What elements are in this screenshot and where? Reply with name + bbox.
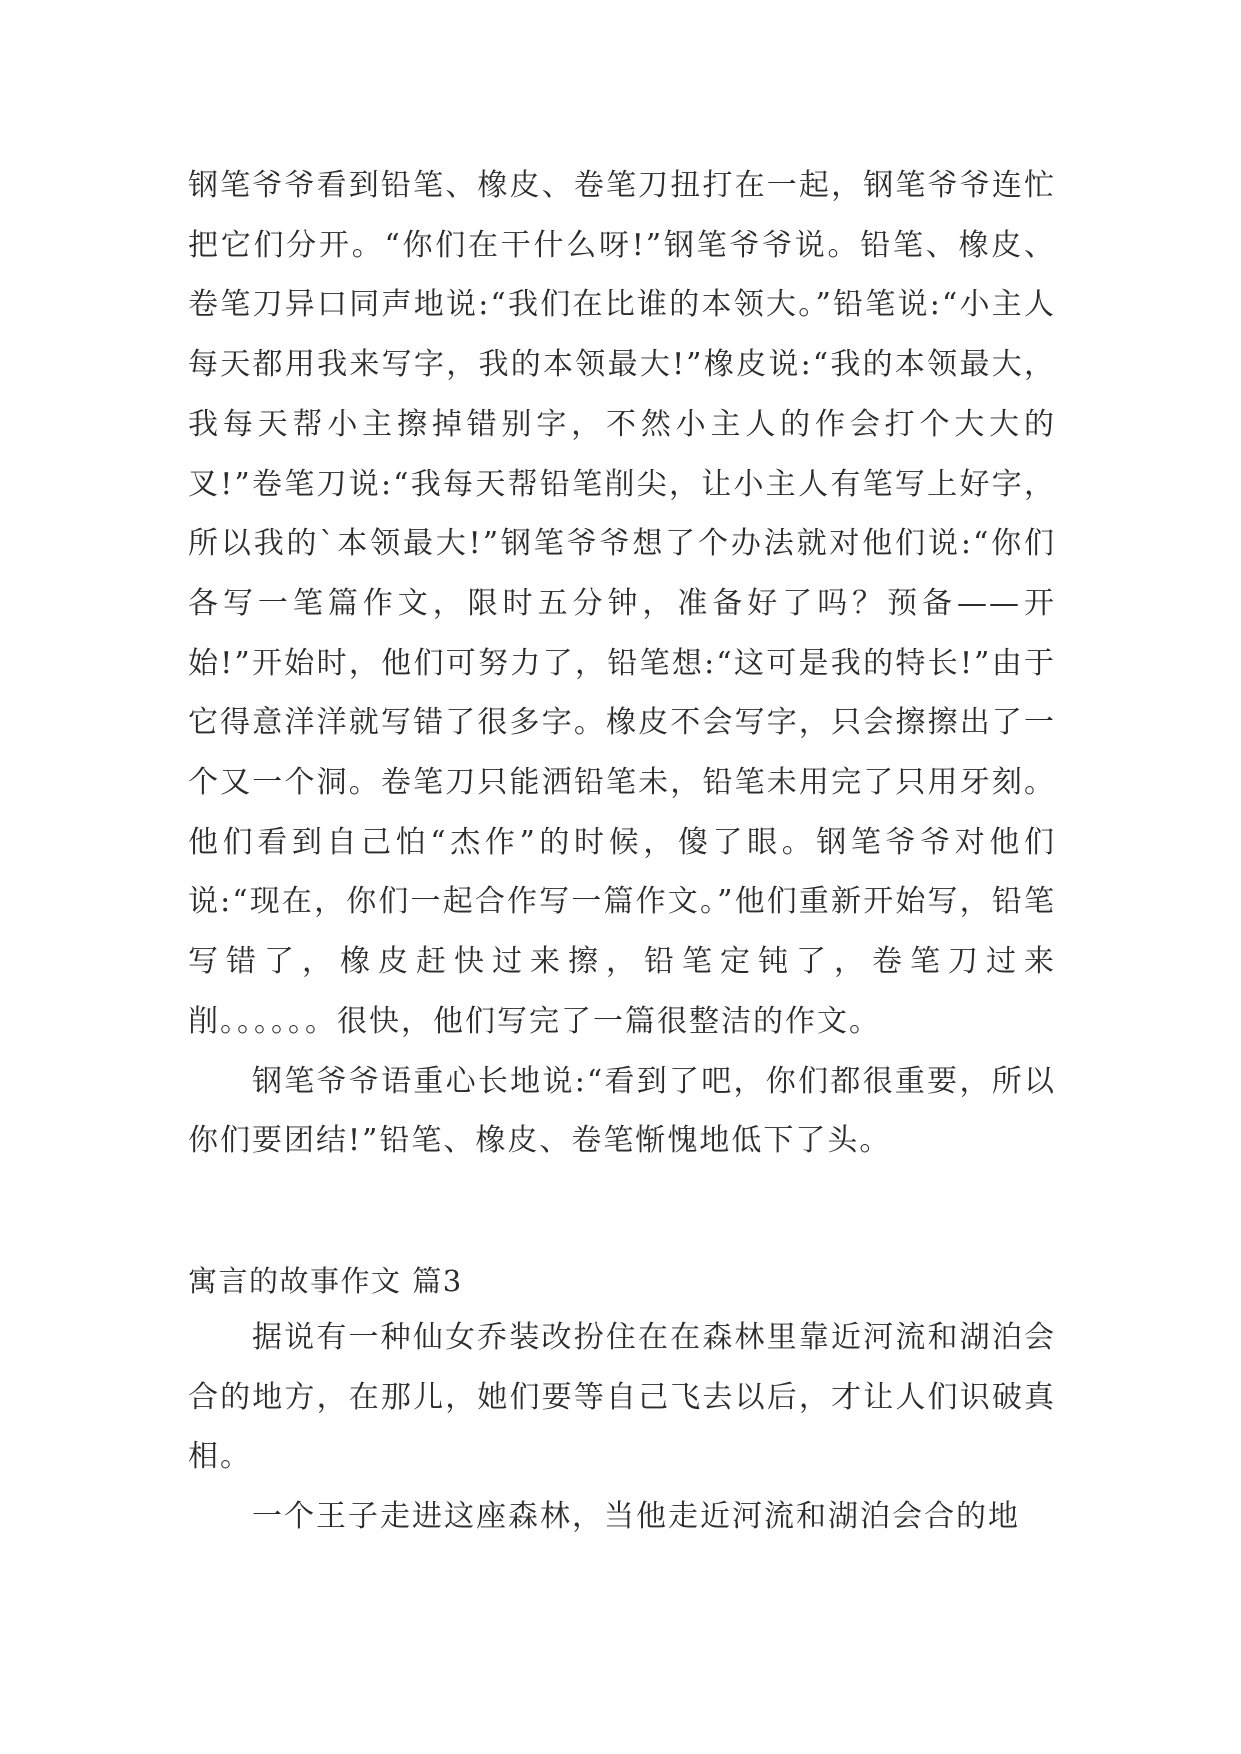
story-body-bottom [188, 1308, 1056, 1547]
paragraph-pen-conclusion: 钢笔爷爷语重心长地说:“看到了吧，你们都很重要，所以你们要团结!”铅笔、橡皮、卷笔惭愧地低下了头。 [188, 1063, 1056, 1159]
section-heading: 寓言的故事作文 篇3 [188, 1264, 463, 1298]
paragraph-pen-story: 钢笔爷爷看到铅笔、橡皮、卷笔刀扭打在一起，钢笔爷爷连忙把它们分开。“你们在干什么呀!”钢笔爷爷说。铅笔、橡皮、卷笔刀异口同声地说:“我们在比谁的本领大。”铅笔说:“小主人每天都用我来写字，我的本领最大!”橡皮说:“我的本领最大，我每天帮小主擦掉错别字，不然小主人的作会打个大大的叉!”卷笔刀说:“我每天帮铅笔削尖，让小主人有笔写上好字，所以我的`本领最大!”钢笔爷爷想了个办法就对他们说:“你们各写一笔篇作文，限时五分钟，准备好了吗？预备——开始!”开始时，他们可努力了，铅笔想:“这可是我的特长!”由于它得意洋洋就写错了很多字。橡皮不会写字，只会擦擦出了一个又一个洞。卷笔刀只能洒铅笔未，铅笔未用完了只用牙刻。他们看到自己怕“杰作”的时候，傻了眼。钢笔爷爷对他们说:“现在，你们一起合作写一篇作文。”他们重新开始写，铅笔写错了，橡皮赶快过来擦，铅笔定钝了，卷笔刀过来削。。。。。。很快，他们写完了一篇很整洁的作文。 [188, 168, 1056, 1039]
paragraph-fairy-intro: 据说有一种仙女乔装改扮住在在森林里靠近河流和湖泊会合的地方，在那儿，她们要等自己飞去以后，才让人们识破真相。 [188, 1320, 1056, 1475]
story-body-top [188, 156, 1056, 1171]
paragraph-prince: 一个王子走进这座森林，当他走近河流和湖泊会合的地 [252, 1499, 1020, 1535]
